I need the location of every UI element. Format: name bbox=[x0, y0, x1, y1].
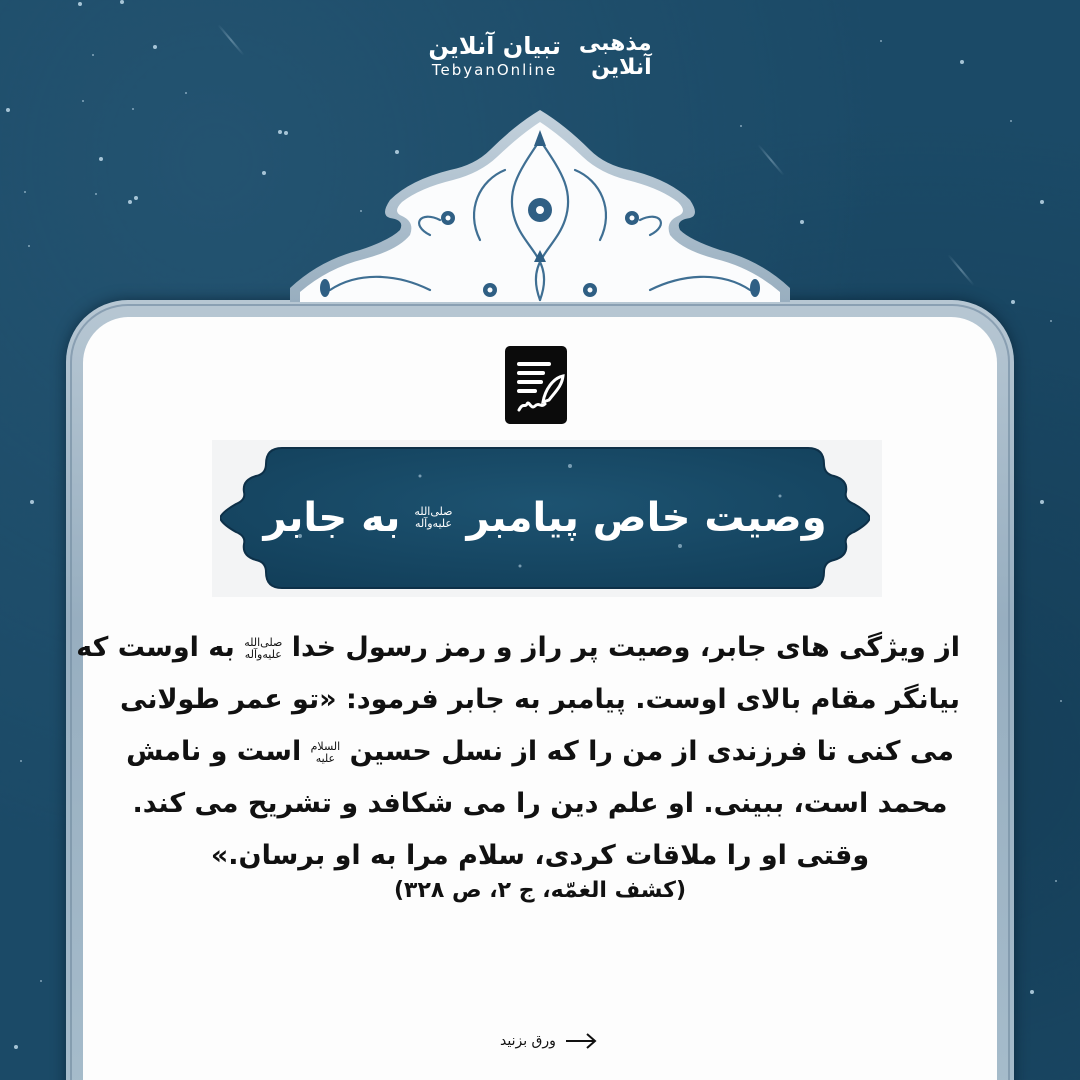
honorific-saw-icon: صلی‌الله علیه‌وآله bbox=[414, 505, 453, 530]
banner-title-part2: به جابر bbox=[263, 495, 401, 541]
document-signature-icon bbox=[505, 346, 569, 424]
next-page-label: ورق بزنید bbox=[500, 1033, 556, 1049]
honorific-as-icon: السلام علیه bbox=[310, 739, 341, 765]
background-streak bbox=[947, 254, 974, 286]
banner-title-part1: وصیت خاص پیامبر bbox=[466, 495, 827, 541]
source-citation: (کشف الغمّه، ج ۲، ص ۳۲۸) bbox=[393, 878, 686, 903]
tebyan-online-logo bbox=[428, 33, 561, 79]
arrow-right-icon bbox=[564, 1032, 598, 1050]
arabesque-ornament-icon bbox=[290, 110, 790, 310]
next-page-hint[interactable] bbox=[500, 1028, 598, 1054]
body-line: می کنی تا فرزندی از من را که از نسل حسین السلام علیه است و نامش bbox=[126, 736, 954, 767]
body-line: بیانگر مقام بالای اوست. پیامبر به جابر فرمود: «تو عمر طولانی bbox=[120, 684, 960, 715]
logo-primary-en: TebyanOnline bbox=[431, 61, 558, 79]
body-line: از ویژگی های جابر، وصیت پر راز و رمز رسول خدا صلی‌الله علیه‌وآله به اوست که bbox=[76, 632, 960, 663]
honorific-saw-icon: صلی‌الله علیه‌وآله bbox=[244, 635, 283, 661]
section-logo bbox=[579, 32, 652, 80]
brand-logo bbox=[0, 32, 1080, 80]
body-line: وقتی او را ملاقات کردی، سلام مرا به او برسان.» bbox=[210, 840, 870, 871]
banner-title bbox=[220, 446, 870, 590]
section-logo-line1: مذهبی bbox=[578, 31, 652, 56]
body-paragraph bbox=[76, 622, 960, 882]
body-line: محمد است، ببینی. او علم دین را می شکافد و تشریح می کند. bbox=[132, 788, 948, 819]
section-logo-line2: آنلاین bbox=[591, 55, 652, 80]
logo-primary-fa: تبیان آنلاین bbox=[428, 32, 561, 60]
